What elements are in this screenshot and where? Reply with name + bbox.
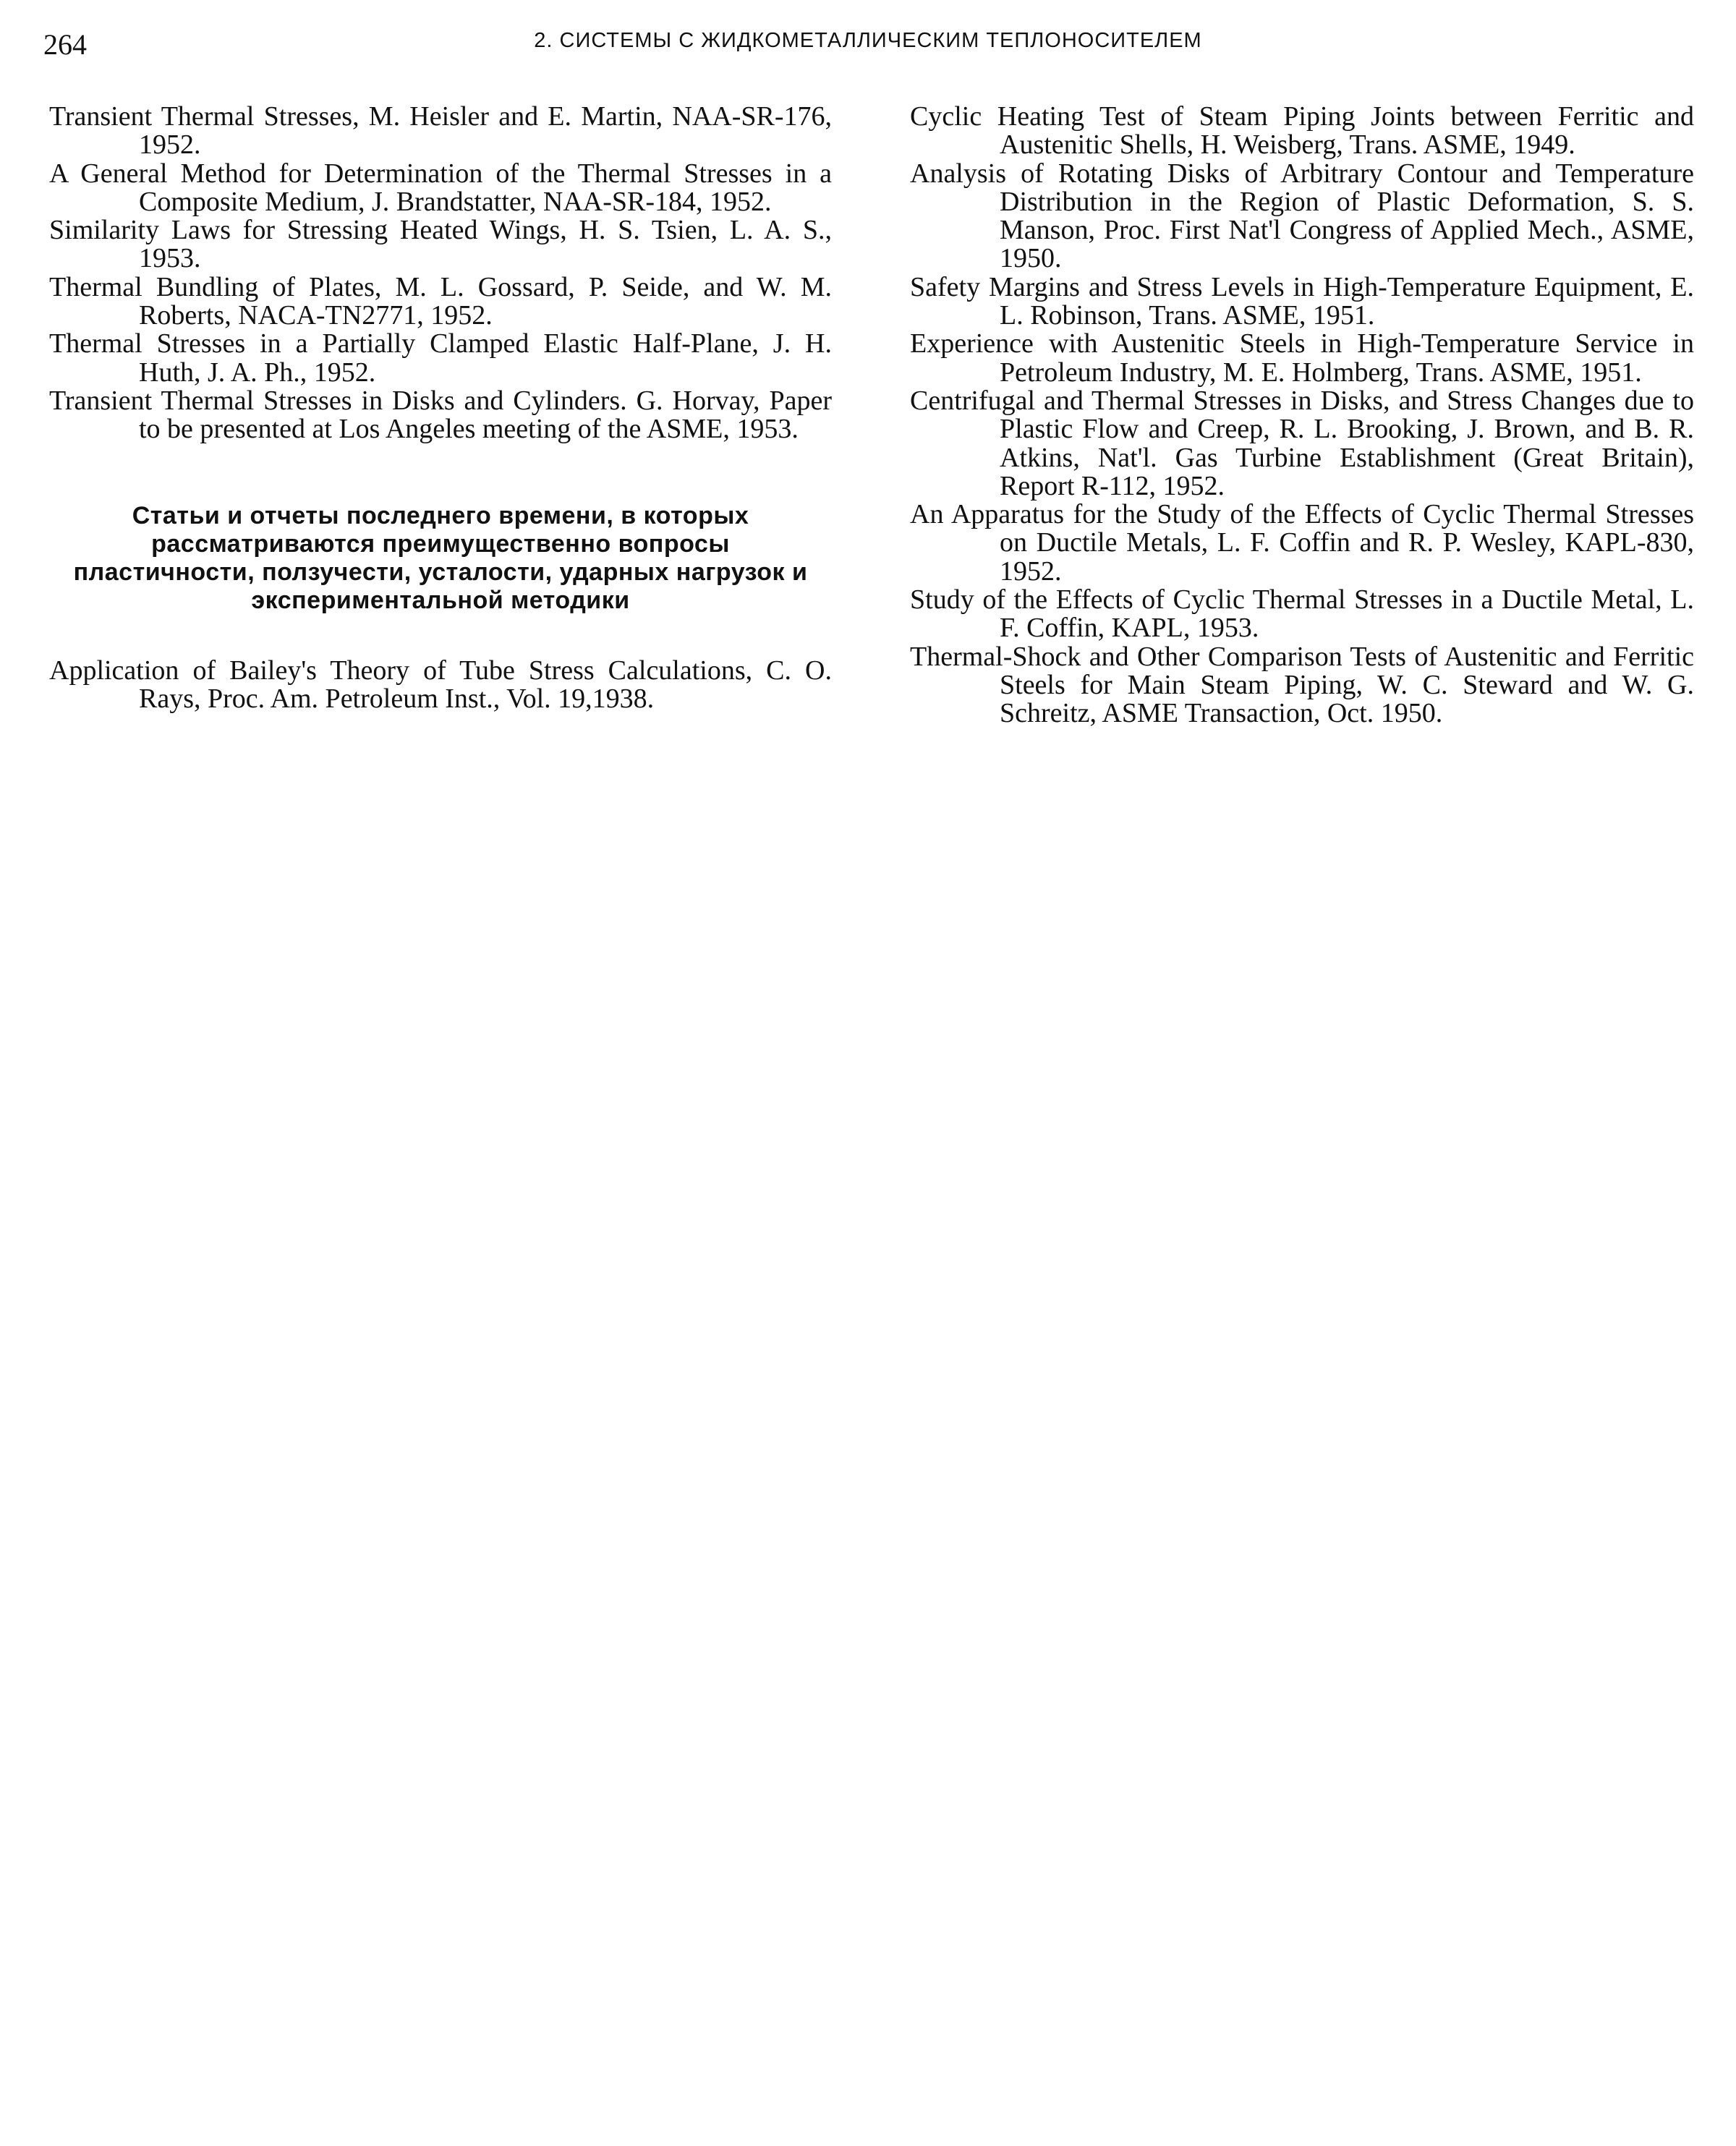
reference-item: Transient Thermal Stresses in Disks and Cylinders. G. Horvay, Paper to be presented at Los Angeles meeting of the ASME, 1953. (49, 385, 832, 445)
reference-item: Safety Margins and Stress Levels in High-Temperature Equipment, E. L. Robinson, Trans. ASME, 1951. (910, 271, 1694, 331)
reference-item: Thermal Stresses in a Partially Clamped Elastic Half-Plane, J. H. Huth, J. A. Ph., 1952. (49, 328, 832, 388)
left-column (49, 103, 832, 713)
reference-item: Thermal-Shock and Other Comparison Tests of Austenitic and Ferritic Steels for Main Steam Piping, W. C. Steward and W. G. Schreitz, ASME Transaction, Oct. 1950. (910, 641, 1694, 729)
reference-item: Experience with Austenitic Steels in High-Temperature Service in Petroleum Industry, M. E. Holmberg, Trans. ASME, 1951. (910, 328, 1694, 388)
right-column (910, 103, 1694, 728)
running-head: 2. СИСТЕМЫ С ЖИДКОМЕТАЛЛИЧЕСКИМ ТЕПЛОНОСИТЕЛЕМ (534, 29, 1202, 52)
reference-list (910, 103, 1694, 728)
page-number: 264 (43, 28, 87, 61)
reference-item: Similarity Laws for Stressing Heated Wings, H. S. Tsien, L. A. S., 1953. (49, 215, 832, 274)
reference-item: Cyclic Heating Test of Steam Piping Joints between Ferritic and Austenitic Shells, H. Weisberg, Trans. ASME, 1949. (910, 101, 1694, 161)
reference-list (49, 657, 832, 714)
reference-item: Transient Thermal Stresses, M. Heisler and E. Martin, NAA-SR-176, 1952. (49, 101, 832, 161)
reference-item: Analysis of Rotating Disks of Arbitrary Contour and Temperature Distribution in the Region of Plastic Deformation, S. S. Manson, Proc. First Nat'l Congress of Applied Mech., ASME, 1950. (910, 158, 1694, 274)
reference-item: Thermal Bundling of Plates, M. L. Gossard, P. Seide, and W. M. Roberts, NACA-TN2771, 1952. (49, 271, 832, 331)
reference-item: A General Method for Determination of the Thermal Stresses in a Composite Medium, J. Brandstatter, NAA-SR-184, 1952. (49, 158, 832, 217)
reference-item: Centrifugal and Thermal Stresses in Disks, and Stress Changes due to Plastic Flow and Creep, R. L. Brooking, J. Brown, and B. R. Atkins, Nat'l. Gas Turbine Establishment (Great Britain), Report R-112, 1952. (910, 385, 1694, 501)
reference-list (49, 103, 832, 444)
reference-item: Study of the Effects of Cyclic Thermal Stresses in a Ductile Metal, L. F. Coffin, KAPL, 1953. (910, 584, 1694, 644)
reference-item: An Apparatus for the Study of the Effects of Cyclic Thermal Stresses on Ductile Metals, L. F. Coffin and R. P. Wesley, KAPL-830, 1952. (910, 499, 1694, 587)
reference-item: Application of Bailey's Theory of Tube Stress Calculations, C. O. Rays, Proc. Am. Petroleum Inst., Vol. 19,1938. (49, 655, 832, 714)
section-heading: Статьи и отчеты последнего времени, в которых рассматриваются преимущественно вопросы пластичности, ползучести, усталости, ударных нагрузок и экспериментальной методики (73, 501, 808, 614)
